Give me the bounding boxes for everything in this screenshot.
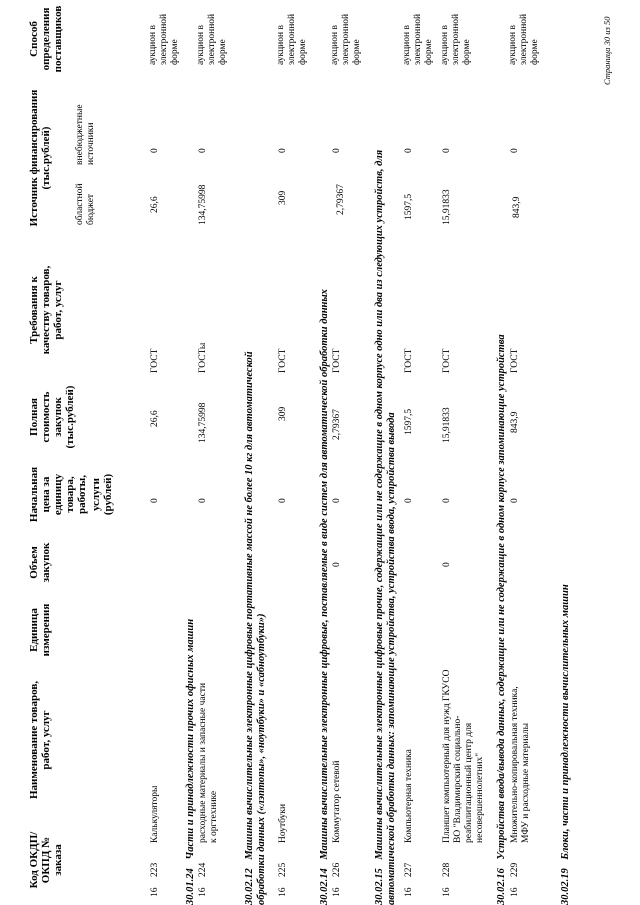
row-total: 1597,5: [404, 408, 414, 435]
row-regional: 15,91833: [442, 189, 452, 225]
category-title: Устройства ввода/вывода данных, содержащие или не содержащие в одном корпусе запоминающие устройства: [496, 334, 507, 860]
category-code: 30.02.14: [319, 868, 330, 905]
category-code: 30.02.19: [560, 868, 571, 905]
category-title: Машины вычислительные электронные цифровые прочие, содержащие или не содержащие в одном корпусе одно или два из следующих устройств, для автоматической обработки данных: запоминающие устройства, устройства ввода, устройства вывода: [374, 149, 397, 905]
row-method: аукцион в электронной форме: [330, 13, 362, 65]
row-volume: 0: [332, 562, 342, 567]
row-total: 26,6: [150, 410, 160, 427]
row-regional: 134,75998: [198, 184, 208, 225]
page-number: Страница 30 из 50: [602, 16, 612, 85]
row-extra: 0: [150, 148, 160, 153]
row-method: аукцион в электронной форме: [402, 13, 434, 65]
row-extra: 0: [332, 148, 342, 153]
row-name: расходные материалы и запасные части к оргтехнике: [198, 682, 219, 843]
category-code: 30.02.12: [244, 868, 255, 905]
row-price: 0: [278, 498, 288, 503]
row-regional: 843,9: [512, 196, 522, 218]
header-source-extra: внебюджетные источники: [75, 104, 96, 165]
header-method: Способ определения поставщиков: [28, 5, 64, 73]
row-code: 16: [278, 887, 288, 897]
row-price: 0: [442, 498, 452, 503]
row-requirements: ГОСТ: [442, 348, 452, 373]
row-number: 228: [442, 862, 452, 877]
header-total-cost: Полная стоимость закупок (тыс.рублей): [28, 385, 76, 449]
category-code: 30.01.24: [185, 868, 196, 905]
row-number: 224: [198, 862, 208, 877]
row-name: Планшет компьютерный для нужд ГКУСО ВО "Владимирский социально-реабилитационный центр для несовершеннолетних": [442, 669, 485, 843]
category-code: 30.02.16: [496, 868, 507, 905]
category-row: [185, 619, 197, 905]
row-price: 0: [332, 498, 342, 503]
row-code: 16: [150, 887, 160, 897]
row-total: 2,79367: [332, 409, 342, 440]
category-code: 30.02.15: [374, 868, 385, 905]
row-price: 0: [404, 498, 414, 503]
row-requirements: ГОСТ: [278, 348, 288, 373]
row-total: 843,9: [510, 411, 520, 433]
row-number: 226: [332, 862, 342, 877]
row-method: аукцион в электронной форме: [440, 13, 472, 65]
row-number: 227: [404, 862, 414, 877]
row-method: аукцион в электронной форме: [508, 13, 540, 65]
row-code: 16: [442, 887, 452, 897]
category-row: [319, 289, 331, 905]
row-number: 225: [278, 862, 288, 877]
row-regional: 309: [278, 190, 288, 205]
row-extra: 0: [198, 148, 208, 153]
row-name: Калькуляторы: [150, 785, 160, 843]
category-row: [560, 584, 572, 905]
category-title: Блоки, части и принадлежности вычислительных машин: [560, 584, 571, 860]
row-number: 223: [150, 862, 160, 877]
row-method: аукцион в электронной форме: [196, 13, 228, 65]
row-extra: 0: [404, 148, 414, 153]
header-volume: Объем закупок: [28, 542, 52, 583]
row-extra: 0: [442, 148, 452, 153]
row-price: 0: [150, 498, 160, 503]
row-method: аукцион в электронной форме: [148, 13, 180, 65]
category-title: Части и принадлежности прочих офисных машин: [185, 618, 196, 860]
category-row: [374, 105, 398, 905]
category-title: Машины вычислительные электронные цифровые портативные массой не более 10 кг для автоматической обработки данных («лэптопы», «ноутбуки» и «сабноутбуки»): [244, 351, 267, 905]
row-requirements: ГОСТ: [510, 348, 520, 373]
row-requirements: ГОСТ: [150, 348, 160, 373]
row-total: 134,75998: [198, 402, 208, 443]
row-number: 229: [510, 862, 520, 877]
row-price: 0: [198, 498, 208, 503]
header-source-regional: областной бюджет: [75, 183, 96, 225]
header-unit: Единица измерения: [28, 603, 52, 657]
row-extra: 0: [278, 148, 288, 153]
row-method: аукцион в электронной форме: [276, 13, 308, 65]
row-name: Коммутатор сетевой: [332, 760, 342, 843]
row-extra: 0: [510, 148, 520, 153]
row-name: Множительно-копировальная техника, МФУ и расходные материалы: [510, 686, 531, 843]
category-row: [496, 334, 508, 905]
row-code: 16: [510, 887, 520, 897]
row-name: Компьютерная техника: [404, 749, 414, 843]
row-regional: 2,79367: [336, 184, 346, 215]
row-requirements: ГОСТы: [198, 342, 208, 373]
row-requirements: ГОСТ: [404, 348, 414, 373]
row-name: Ноутбуки: [278, 803, 288, 843]
row-price: 0: [510, 498, 520, 503]
row-code: 16: [404, 887, 414, 897]
header-name: Наименование товаров, работ, услуг: [28, 680, 52, 800]
row-code: 16: [332, 887, 342, 897]
row-regional: 1597,5: [404, 193, 414, 220]
row-total: 15,91833: [442, 407, 452, 443]
header-initial-price: Начальная цена за единицу товара, работы,: [28, 466, 88, 523]
row-volume: 0: [442, 562, 452, 567]
row-code: 16: [198, 887, 208, 897]
header-requirements: Требования к качеству товаров, работ, услуг: [28, 265, 64, 355]
row-total: 309: [278, 406, 288, 421]
category-row: [244, 345, 268, 905]
category-title: Машины вычислительные электронные цифровые, поставляемые в виде систем для автоматической обработки данных: [319, 289, 330, 860]
row-regional: 26,6: [150, 196, 160, 213]
header-initial-price-unit: услуги (рублей): [90, 473, 114, 516]
row-requirements: ГОСТ: [332, 348, 342, 373]
header-code: Код ОКДП/ ОКПД № заказа: [28, 831, 64, 889]
header-source: Источник финансирования (тыс.рублей): [28, 89, 52, 227]
